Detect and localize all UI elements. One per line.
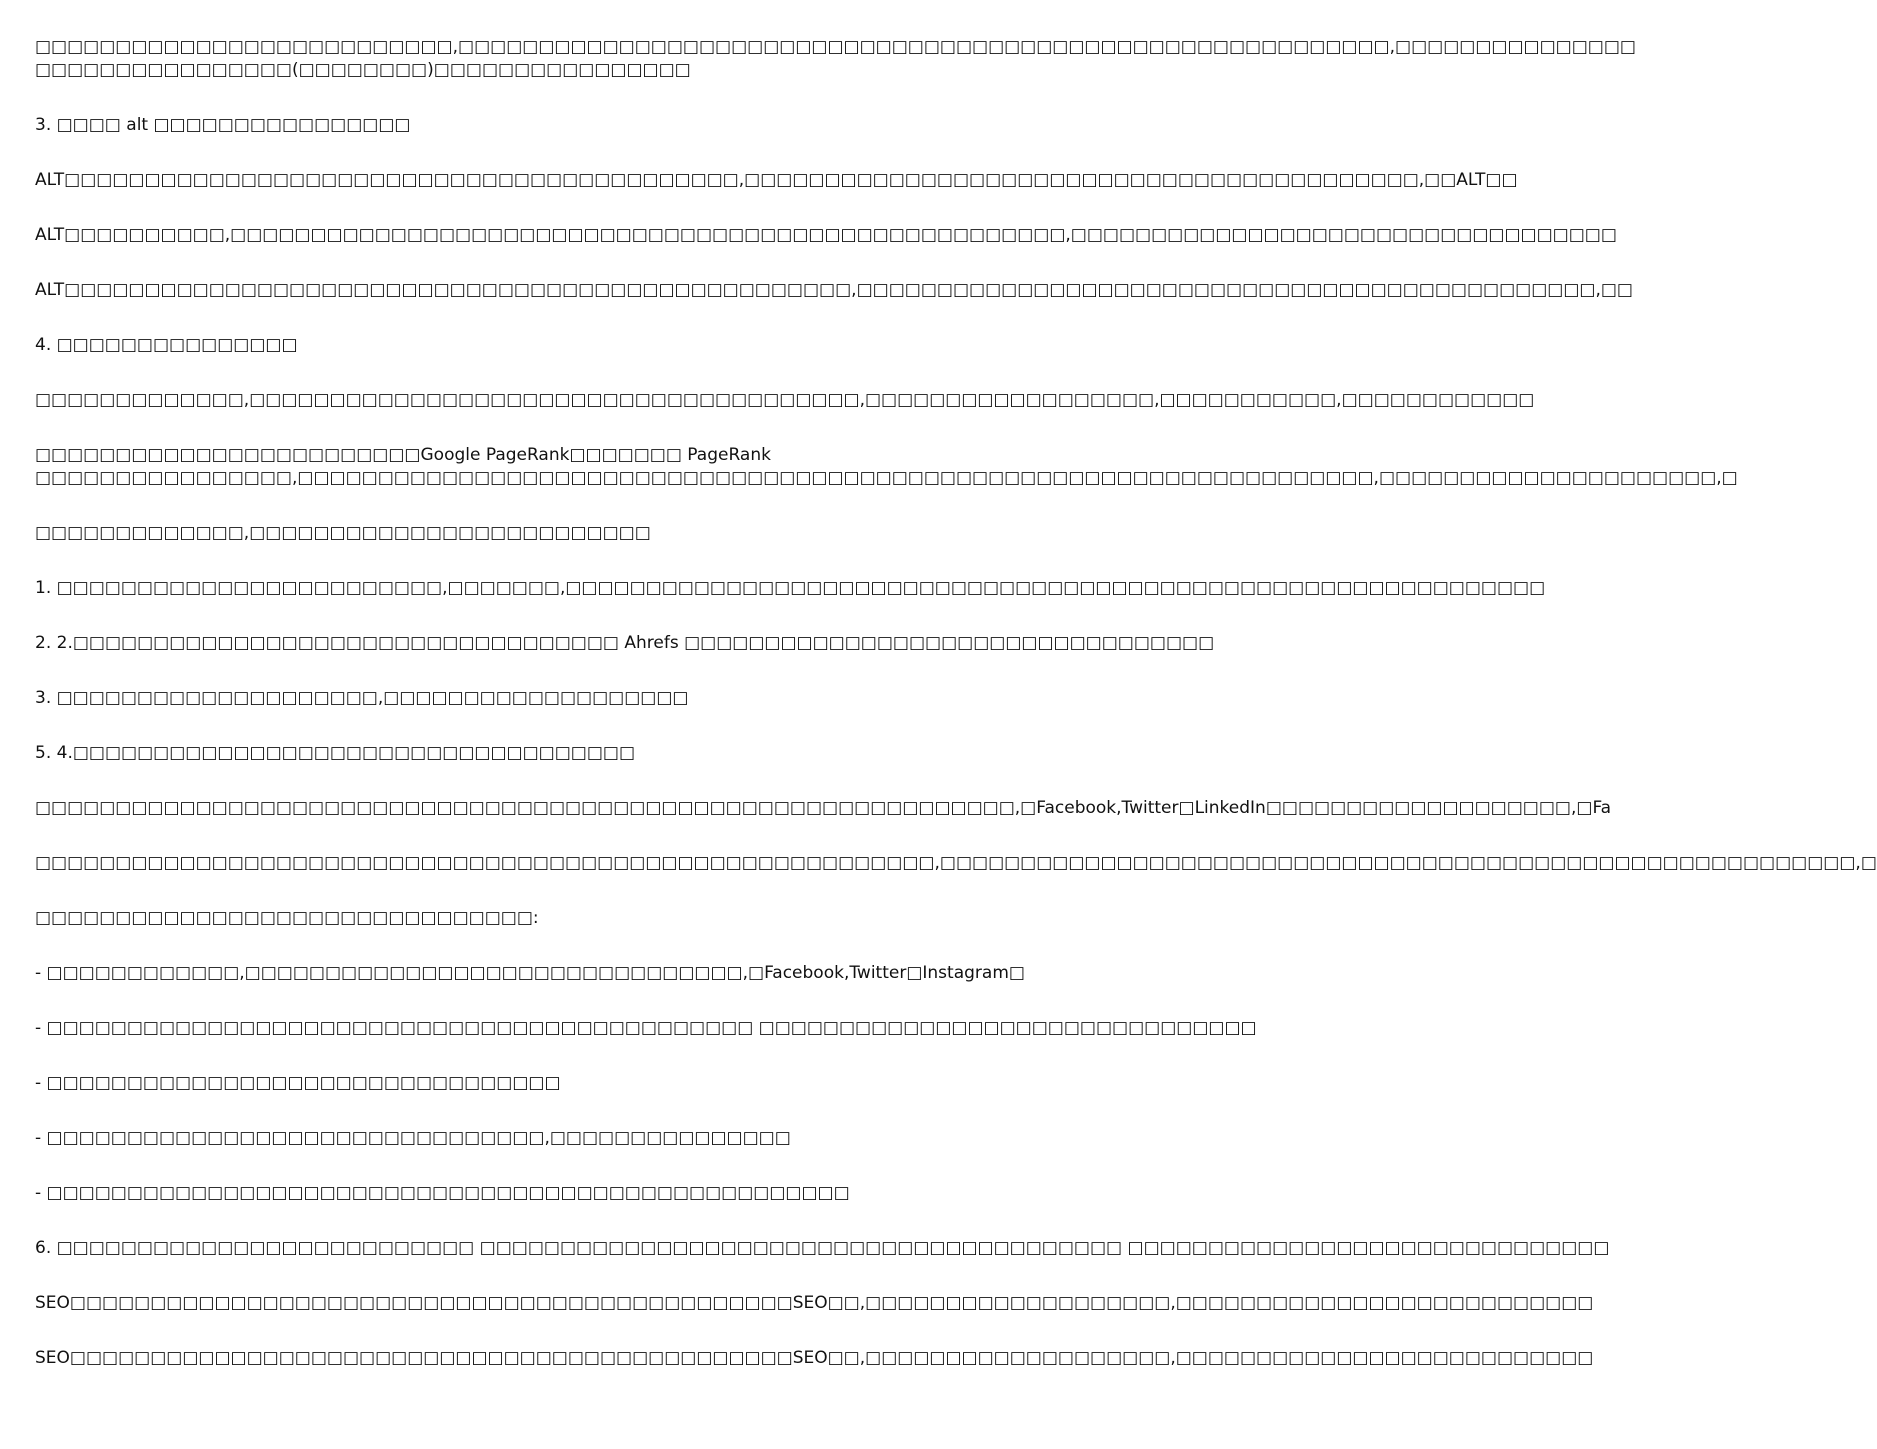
text-line: □□□□□□□□□□□□□□□□□□□□□□□□□□□□□□□: [35,908,539,928]
paragraph [35,1017,1257,1040]
document-body [35,36,1877,1402]
paragraph [35,389,1535,412]
paragraph [35,522,990,545]
paragraph [35,224,1617,247]
text-line: 4. □□□□□□□□□□□□□□□ [35,335,298,355]
paragraph [35,1347,1594,1370]
paragraph [35,279,1633,302]
text-line: 5. 4.□□□□□□□□□□□□□□□□□□□□□□□□□□□□□□□□□□□ [35,743,636,763]
text-line: 2. 2.□□□□□□□□□□□□□□□□□□□□□□□□□□□□□□□□□□ Ahrefs □□□□□□□□□□□□□□□□□□□□□□□□□□□□□□□□□ [35,633,1215,653]
paragraph [35,169,1518,192]
paragraph [35,852,1877,875]
paragraph [35,687,990,710]
text-line: □□□□□□□□□□□□□□□□□□□□□□□□Google PageRank□□□□□□□ PageRank [35,445,771,465]
text-line: 3. □□□□ alt □□□□□□□□□□□□□□□□ [35,115,411,135]
paragraph [35,444,1738,490]
paragraph [35,577,1546,600]
paragraph [35,962,1025,985]
text-line: SEO□□□□□□□□□□□□□□□□□□□□□□□□□□□□□□□□□□□□□□□□□□□□□SEO□□,□□□□□□□□□□□□□□□□□□□,□□□□□□□□□□□□□□□□□□□□□□□□□□ [35,1348,1594,1368]
text-line: 6. □□□□□□□□□□□□□□□□□□□□□□□□□□ □□□□□□□□□□□□□□□□□□□□□□□□□□□□□□□□□□□□□□□□ □□□□□□□□□□□□□□□□□□□□□□□□□□□□□□ [35,1238,1610,1258]
paragraph [35,1182,990,1205]
text-line: - □□□□□□□□□□□□,□□□□□□□□□□□□□□□□□□□□□□□□□□□□□□□,□Facebook,Twitter□Instagram□ [35,963,1025,983]
text-line: □□□□□□□□□□□□□□□□□□□□□□□□□□□□□□□□□□□□□□□□□□□□□□□□□□□□□□□□□□□□□,□Facebook,Twitter□LinkedIn□□□□□□□□□□□□□□□□□□□,□Fa [35,798,1612,818]
text-line: □□□□□□□□□□□□□□□□(□□□□□□□□)□□□□□□□□□□□□□□□□ [35,60,691,80]
paragraph [35,334,990,357]
text-line: SEO□□□□□□□□□□□□□□□□□□□□□□□□□□□□□□□□□□□□□□□□□□□□□SEO□□,□□□□□□□□□□□□□□□□□□□,□□□□□□□□□□□□□□□□□□□□□□□□□□ [35,1293,1594,1313]
paragraph [35,1127,990,1150]
text-line: 3. □□□□□□□□□□□□□□□□□□□□,□□□□□□□□□□□□□□□□□□□ [35,688,689,708]
text-line: □□□□□□□□□□□□□,□□□□□□□□□□□□□□□□□□□□□□□□□ [35,523,651,543]
text-line: - □□□□□□□□□□□□□□□□□□□□□□□□□□□□□□□□□□□□□□□□□□□□ □□□□□□□□□□□□□□□□□□□□□□□□□□□□□□□ [35,1018,1257,1038]
text-line: ALT□□□□□□□□□□□□□□□□□□□□□□□□□□□□□□□□□□□□□□□□□□□□□□□□□,□□□□□□□□□□□□□□□□□□□□□□□□□□□□□□□□□□□□□□□□□□□□□□,□□ [35,280,1633,300]
text-line: □□□□□□□□□□□□□□□□□□□□□□□□□□,□□□□□□□□□□□□□□□□□□□□□□□□□□□□□□□□□□□□□□□□□□□□□□□□□□□□□□□□□□,□□□□□□□□□□□□□□□ [35,37,1636,57]
text-line: - □□□□□□□□□□□□□□□□□□□□□□□□□□□□□□□,□□□□□□□□□□□□□□□ [35,1128,791,1148]
paragraph [35,1292,1594,1315]
paragraph [35,907,990,930]
text-line: □□□□□□□□□□□□□,□□□□□□□□□□□□□□□□□□□□□□□□□□□□□□□□□□□□□□,□□□□□□□□□□□□□□□□□□,□□□□□□□□□□□,□□□□□□□□□□□□ [35,390,1535,410]
text-line: □□□□□□□□□□□□□□□□,□□□□□□□□□□□□□□□□□□□□□□□□□□□□□□□□□□□□□□□□□□□□□□□□□□□□□□□□□□□□□□□□□□□,□□□□□□□□□□□□□□□□□□□□□,□ [35,468,1738,488]
paragraph [35,742,990,765]
paragraph [35,36,1636,82]
paragraph [35,1072,990,1095]
paragraph [35,1237,1610,1260]
text-line: ALT□□□□□□□□□□,□□□□□□□□□□□□□□□□□□□□□□□□□□□□□□□□□□□□□□□□□□□□□□□□□□□□,□□□□□□□□□□□□□□□□□□□□□□□□□□□□□□□□□□ [35,225,1617,245]
paragraph [35,797,1612,820]
text-line: - □□□□□□□□□□□□□□□□□□□□□□□□□□□□□□□□ [35,1073,561,1093]
text-line: □□□□□□□□□□□□□□□□□□□□□□□□□□□□□□□□□□□□□□□□□□□□□□□□□□□□□□□□,□□□□□□□□□□□□□□□□□□□□□□□□□□□□□□□□□□□□□□□□□□□□□□□□□□□□□□□□□,□ [35,853,1877,873]
paragraph [35,114,990,137]
text-line: - □□□□□□□□□□□□□□□□□□□□□□□□□□□□□□□□□□□□□□□□□□□□□□□□□□ [35,1183,850,1203]
text-line: ALT□□□□□□□□□□□□□□□□□□□□□□□□□□□□□□□□□□□□□□□□□□,□□□□□□□□□□□□□□□□□□□□□□□□□□□□□□□□□□□□□□□□□□,□□ALT□□ [35,170,1518,190]
paragraph [35,632,1215,655]
text-line: 1. □□□□□□□□□□□□□□□□□□□□□□□□,□□□□□□□,□□□□□□□□□□□□□□□□□□□□□□□□□□□□□□□□□□□□□□□□□□□□□□□□□□□□□□□□□□□□□ [35,578,1546,598]
